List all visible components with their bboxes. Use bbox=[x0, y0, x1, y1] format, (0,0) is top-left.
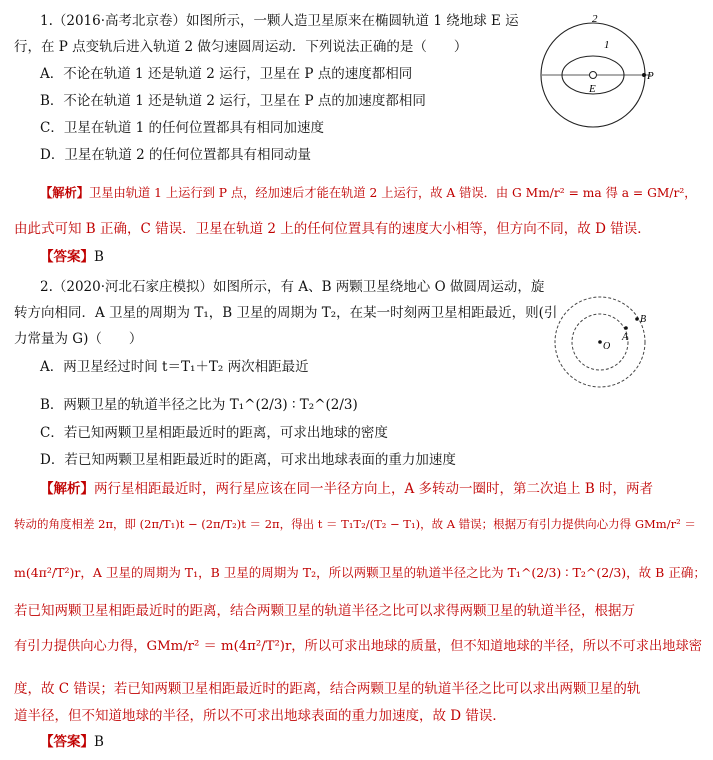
q2-orbit-figure bbox=[550, 292, 660, 390]
label-a: A bbox=[622, 332, 629, 343]
q2-analysis-line6: 度，故 C 错误；若已知两颗卫星相距最近时的距离，结合两颗卫星的轨道半径之比可以求出两颗卫星的轨 bbox=[14, 681, 641, 697]
label-point-p: P bbox=[647, 70, 654, 82]
q2-analysis-tag: 【解析】 bbox=[40, 481, 94, 497]
sat-a-dot bbox=[624, 326, 628, 330]
q1-orbit-figure bbox=[536, 10, 660, 144]
q2-stem-line2: 转方向相同．A 卫星的周期为 T₁，B 卫星的周期为 T₂，在某一时刻两卫星相距最近，则(引 bbox=[14, 305, 558, 321]
label-o: O bbox=[603, 341, 611, 352]
center-o-dot bbox=[598, 340, 602, 344]
q2-analysis-line4: 若已知两颗卫星相距最近时的距离，结合两颗卫星的轨道半径之比可以求得两颗卫星的轨道半径，根据万 bbox=[14, 603, 635, 619]
q2-answer-value: B bbox=[94, 734, 104, 750]
q1-stem-line2: 行，在 P 点变轨后进入轨道 2 做匀速圆周运动．下列说法正确的是（ ） bbox=[14, 39, 468, 55]
q1-answer bbox=[40, 248, 104, 266]
q2-analysis-line5: 有引力提供向心力得，GMm/r² ＝ m(4π²/T²)r，所以可求出地球的质量，但不知道地球的半径，所以不可求出地球密 bbox=[14, 639, 703, 654]
label-earth: E bbox=[589, 83, 596, 95]
q1-analysis-line2: 由此式可知 B 正确，C 错误．卫星在轨道 2 上的任何位置具有的速度大小相等，但方向不同，故 D 错误． bbox=[14, 221, 651, 237]
q2-option-a: A．两卫星经过时间 t＝T₁＋T₂ 两次相距最近 bbox=[40, 359, 309, 375]
q2-option-d: D．若已知两颗卫星相距最近时的距离，可求出地球表面的重力加速度 bbox=[40, 452, 456, 468]
q2-stem-line3: 力常量为 G)（ ） bbox=[14, 331, 143, 347]
q2-analysis-line1 bbox=[40, 480, 653, 498]
q1-option-b: B．不论在轨道 1 还是轨道 2 运行，卫星在 P 点的加速度都相同 bbox=[40, 93, 426, 109]
q1-answer-value: B bbox=[94, 249, 104, 265]
sat-b-dot bbox=[635, 317, 639, 321]
q1-option-d: D．卫星在轨道 2 的任何位置都具有相同动量 bbox=[40, 147, 311, 163]
q1-option-c: C．卫星在轨道 1 的任何位置都具有相同加速度 bbox=[40, 120, 325, 136]
label-orbit-1: 1 bbox=[604, 39, 610, 51]
q1-stem-line1: 1.（2016·高考北京卷）如图所示，一颗人造卫星原来在椭圆轨道 1 绕地球 E 运 bbox=[40, 13, 519, 29]
q2-answer-tag: 【答案】 bbox=[40, 734, 94, 750]
q1-analysis-tag: 【解析】 bbox=[40, 185, 89, 200]
q2-stem-line1: 2.（2020·河北石家庄模拟）如图所示，有 A、B 两颗卫星绕地心 O 做圆周运动，旋 bbox=[40, 279, 545, 295]
q1-analysis-text1: 卫星由轨道 1 上运行到 P 点，经加速后才能在轨道 2 上运行，故 A 错误．由 G Mm/r² = ma 得 a = GM/r²， bbox=[89, 186, 697, 200]
label-b: B bbox=[640, 314, 647, 325]
q2-analysis-line2: 转动的角度相差 2π，即 (2π/T₁)t − (2π/T₂)t ＝ 2π，得出 t ＝ T₁T₂/(T₂ − T₁)，故 A 错误；根据万有引力提供向心力得 GMm/r² ＝ bbox=[14, 517, 696, 531]
q1-answer-tag: 【答案】 bbox=[40, 249, 94, 265]
label-orbit-2: 2 bbox=[592, 13, 598, 25]
q2-analysis-line7: 道半径，但不知道地球的半径，所以不可求出地球表面的重力加速度，故 D 错误． bbox=[14, 708, 506, 724]
q2-option-b: B．两颗卫星的轨道半径之比为 T₁^(2/3) ∶ T₂^(2/3) bbox=[40, 397, 358, 413]
q2-answer bbox=[40, 733, 104, 751]
q1-analysis-line1 bbox=[40, 184, 697, 202]
earth-dot bbox=[590, 72, 597, 79]
q2-analysis-line3: m(4π²/T²)r，A 卫星的周期为 T₁，B 卫星的周期为 T₂，所以两颗卫星的轨道半径之比为 T₁^(2/3) ∶ T₂^(2/3)，故 B 正确； bbox=[14, 565, 706, 580]
q1-option-a: A．不论在轨道 1 还是轨道 2 运行，卫星在 P 点的速度都相同 bbox=[40, 66, 413, 82]
point-p-dot bbox=[642, 73, 646, 77]
q2-analysis-text1: 两行星相距最近时，两行星应该在同一半径方向上，A 多转动一圈时，第二次追上 B 时，两者 bbox=[94, 481, 654, 497]
q2-option-c: C．若已知两颗卫星相距最近时的距离，可求出地球的密度 bbox=[40, 425, 388, 441]
